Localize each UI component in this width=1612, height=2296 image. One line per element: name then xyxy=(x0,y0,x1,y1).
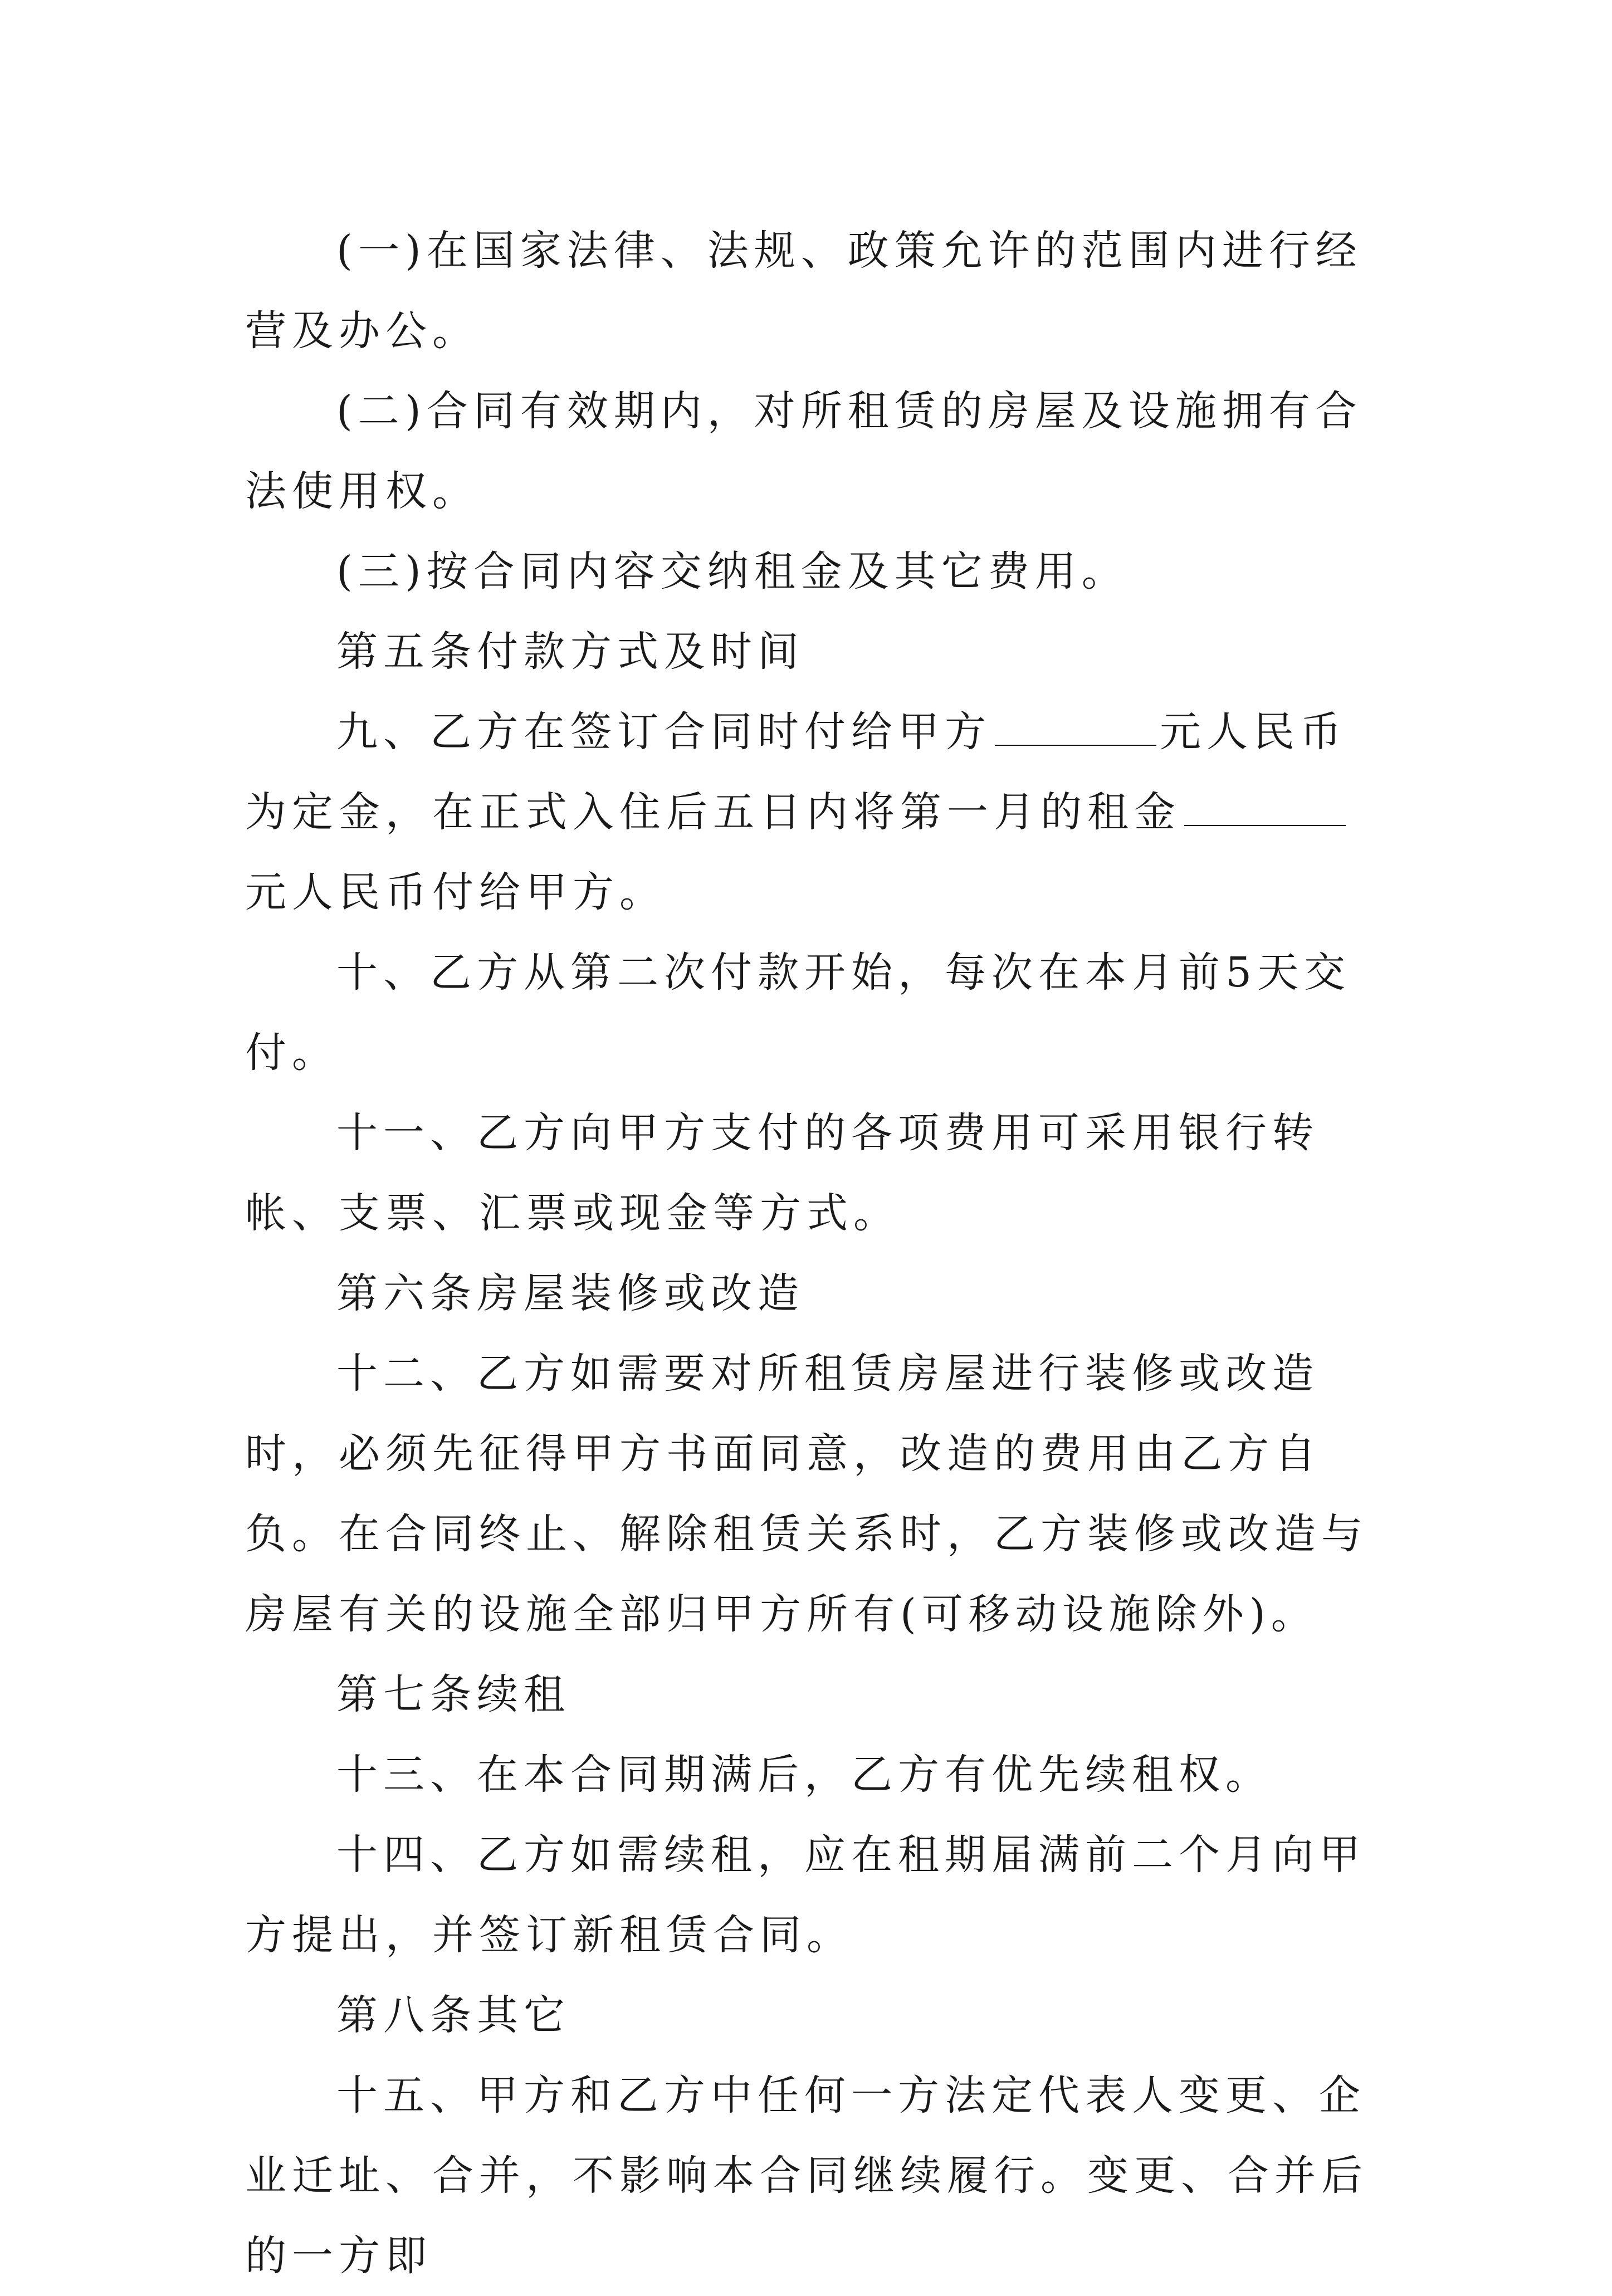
paragraph-rights-1: (一)在国家法律、法规、政策允许的范围内进行经营及办公。 xyxy=(245,227,1362,355)
paragraph-rights-3: (三)按合同内容交纳租金及其它费用。 xyxy=(336,548,1129,595)
first-rent-amount-blank xyxy=(1184,784,1346,826)
paragraph-clause-13: 十三、在本合同期满后，乙方有优先续租权。 xyxy=(336,1751,1272,1799)
paragraph-clause-10: 十、乙方从第二次付款开始，每次在本月前5天交付。 xyxy=(245,949,1351,1077)
paragraph-clause-15: 十五、甲方和乙方中任何一方法定代表人变更、企业迁址、合并，不影响本合同继续履行。变更、合并后的一方即 xyxy=(245,2072,1368,2280)
article-7-heading: 第七条续租 xyxy=(336,1670,570,1718)
deposit-amount-blank xyxy=(995,704,1156,746)
clause-9-text-c: 元人民币付给甲方。 xyxy=(245,868,666,916)
article-6-heading: 第六条房屋装修或改造 xyxy=(336,1269,804,1317)
document-body xyxy=(245,211,1387,2296)
article-8-heading: 第八条其它 xyxy=(336,1991,570,2039)
clause-9-text-b: 元人民币为定金，在正式入住后五日内将第一月的租金 xyxy=(245,708,1347,836)
paragraph-clause-11: 十一、乙方向甲方支付的各项费用可采用银行转帐、支票、汇票或现金等方式。 xyxy=(245,1109,1319,1237)
paragraph-clause-9 xyxy=(245,692,1387,932)
paragraph-rights-2: (二)合同有效期内，对所租赁的房屋及设施拥有合法使用权。 xyxy=(245,387,1362,515)
paragraph-clause-12: 十二、乙方如需要对所租赁房屋进行装修或改造时，必须先征得甲方书面同意，改造的费用由乙方自负。在合同终止、解除租赁关系时，乙方装修或改造与房屋有关的设施全部归甲方所有(可移动设施除外)。 xyxy=(245,1350,1368,1638)
paragraph-clause-14: 十四、乙方如需续租，应在租期届满前二个月向甲方提出，并签订新租赁合同。 xyxy=(245,1831,1366,1959)
article-5-heading: 第五条付款方式及时间 xyxy=(336,628,804,676)
clause-9-text-a: 九、乙方在签订合同时付给甲方 xyxy=(336,708,991,756)
